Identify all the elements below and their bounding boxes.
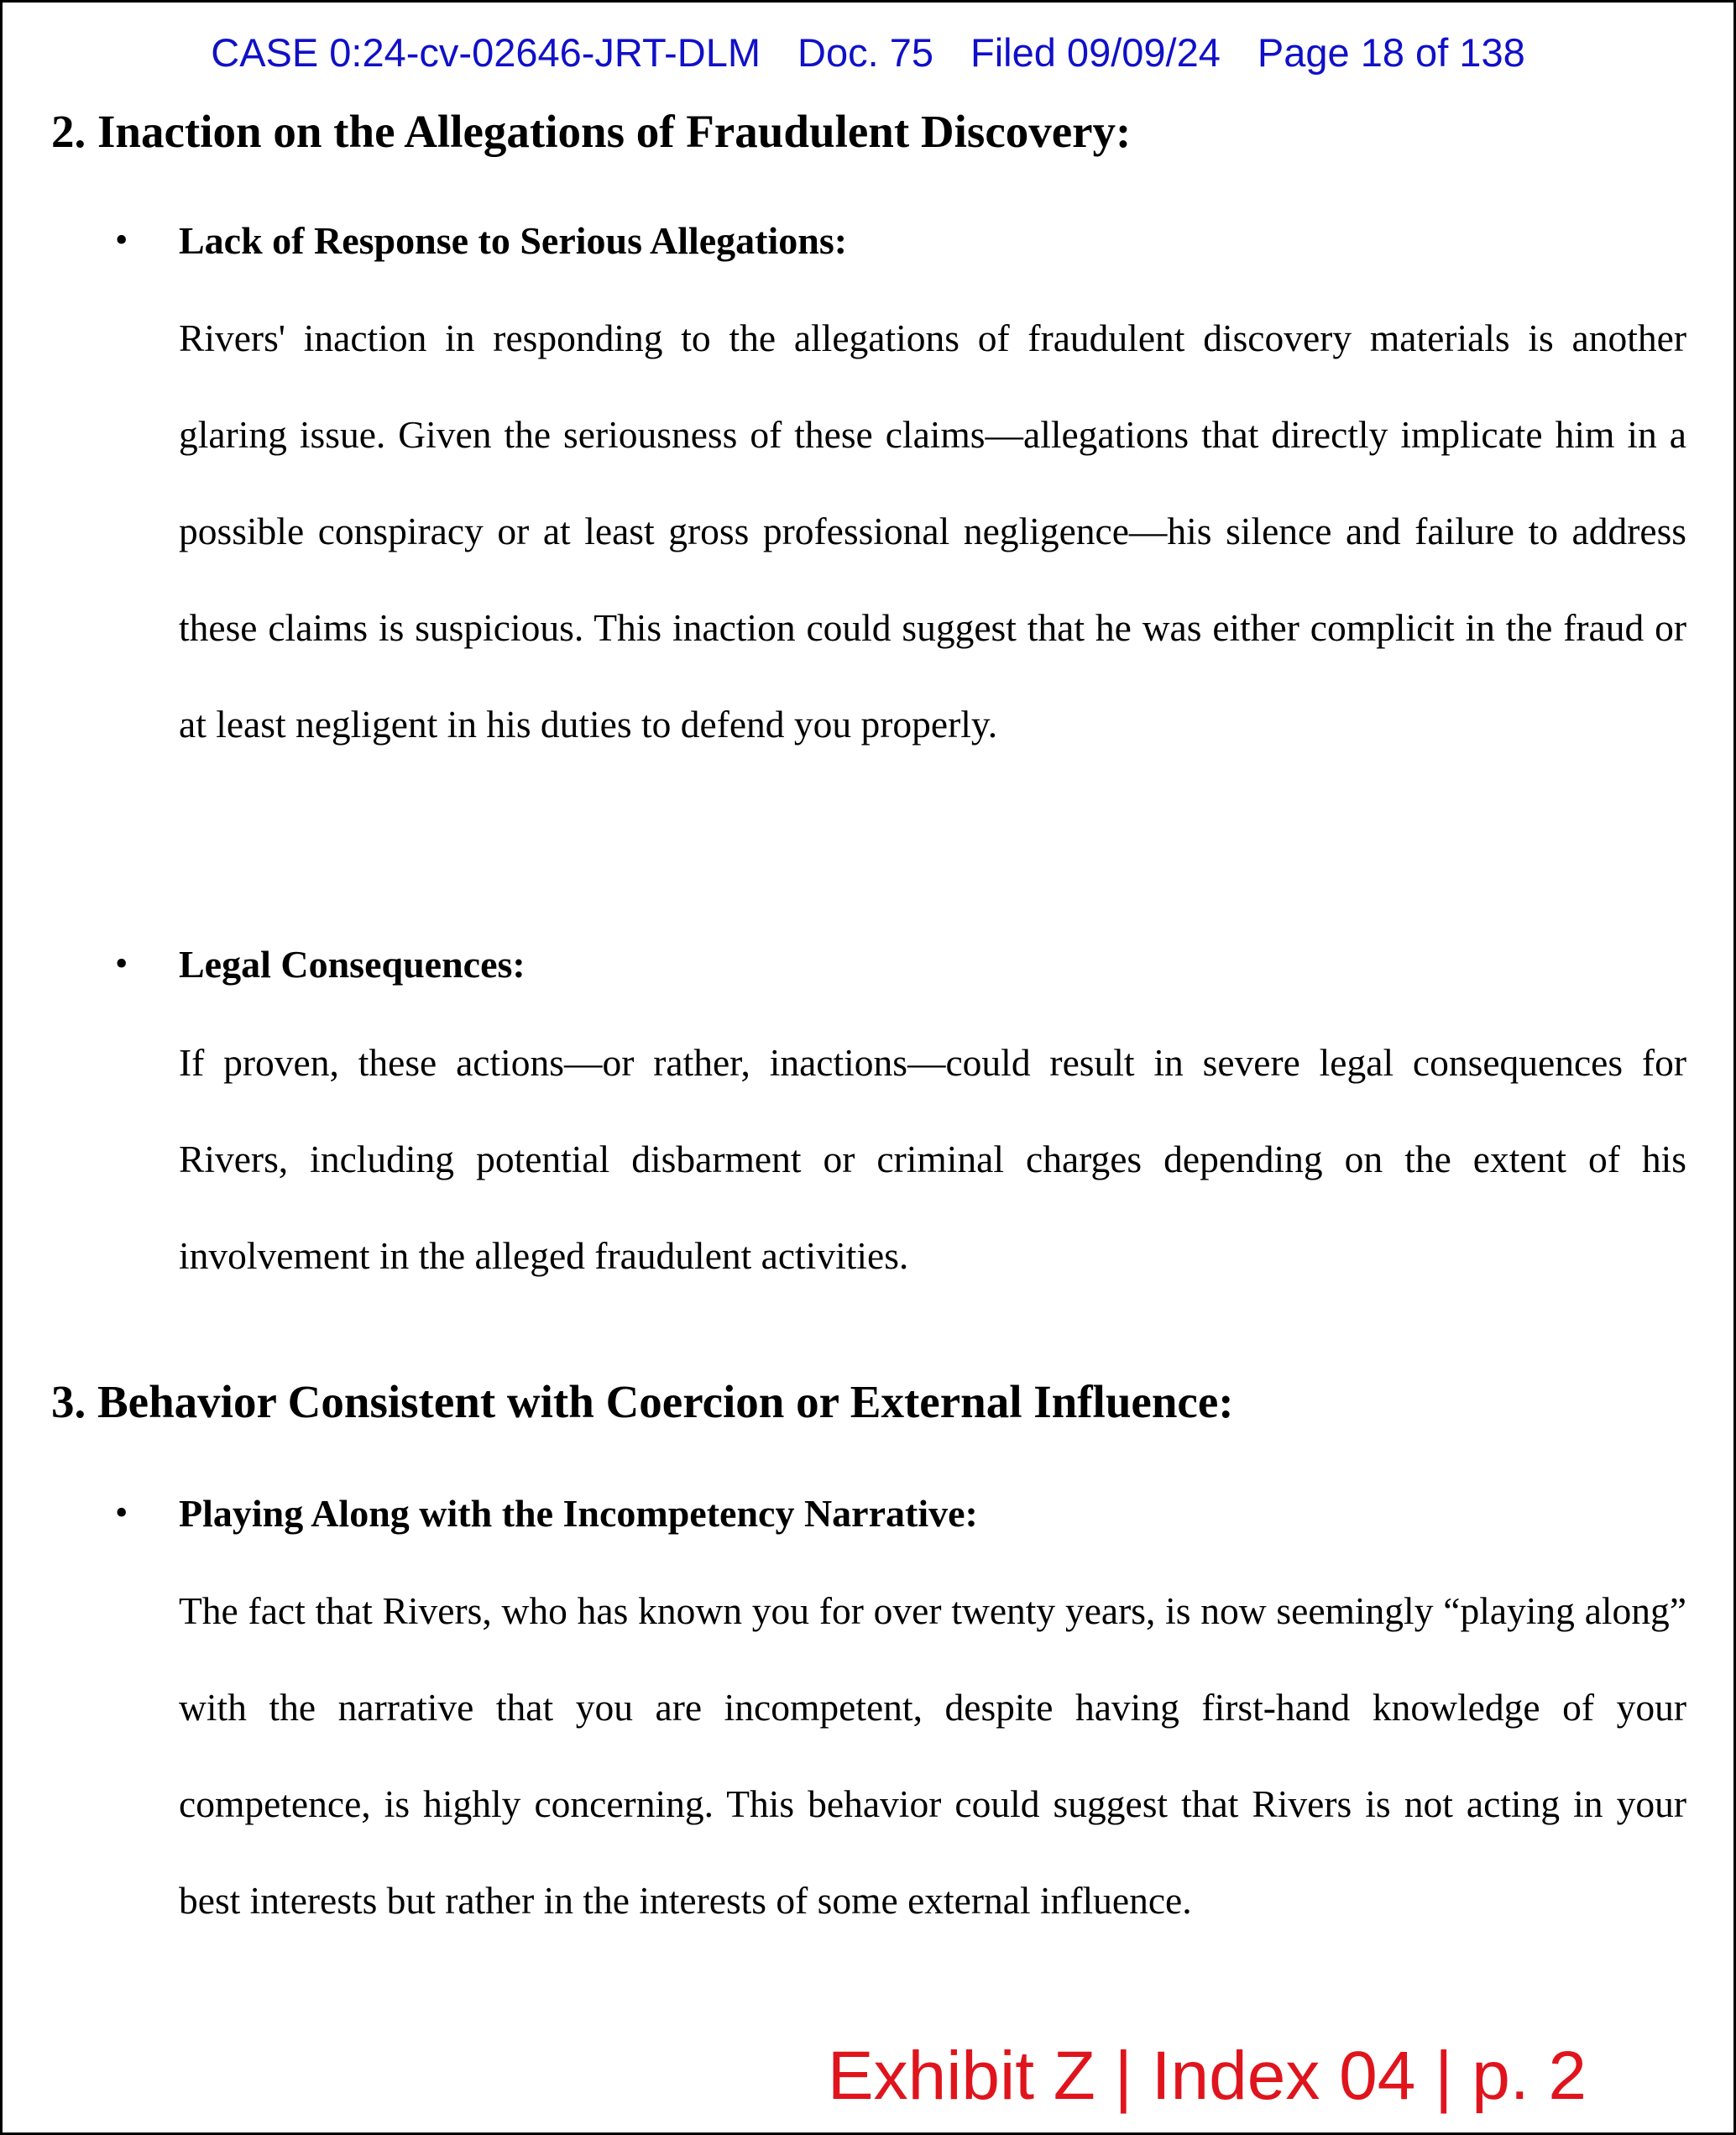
- subheading-legal-consequences: Legal Consequences:: [179, 943, 526, 986]
- bullet-marker: •: [115, 219, 128, 260]
- paragraph-playing-along: The fact that Rivers, who has known you for over twenty years, is now seemingly “playing along” with the narrative that you are incompetent, despite having first-hand knowledge of your competence, is highly concerning. This behavior could suggest that Rivers is not acting in your best interests but rather in the interests of some external influence.: [179, 1589, 1686, 1922]
- paragraph-lack-of-response: Rivers' inaction in responding to the allegations of fraudulent discovery materials is another glaring issue. Given the seriousness of these claims—allegations that directly implicate him in a possible conspiracy or at least gross professional negligence—his silence and failure to address these claims is suspicious. This inaction could suggest that he was either complicit in the fraud or at least negligent in his duties to defend you properly.: [179, 317, 1686, 746]
- page-number: Page 18 of 138: [1257, 30, 1525, 75]
- document-number: Doc. 75: [797, 30, 933, 75]
- filed-date: Filed 09/09/24: [970, 30, 1221, 75]
- bullet-marker: •: [115, 1492, 128, 1533]
- paragraph-legal-consequences: If proven, these actions—or rather, inactions—could result in severe legal consequences for Rivers, including potential disbarment or criminal charges depending on the extent of his involvement in the alleged fraudulent activities.: [179, 1041, 1686, 1277]
- subheading-playing-along: Playing Along with the Incompetency Narrative:: [179, 1492, 978, 1535]
- case-number: CASE 0:24-cv-02646-JRT-DLM: [211, 30, 761, 75]
- exhibit-stamp: Exhibit Z | Index 04 | p. 2: [827, 2038, 1587, 2114]
- bullet-marker: •: [115, 943, 128, 984]
- court-filing-header: [3, 29, 1733, 76]
- section-heading-3: 3. Behavior Consistent with Coercion or External Influence:: [51, 1376, 1234, 1427]
- section-heading-2: 2. Inaction on the Allegations of Fraudulent Discovery:: [51, 106, 1132, 157]
- subheading-lack-of-response: Lack of Response to Serious Allegations:: [179, 219, 848, 262]
